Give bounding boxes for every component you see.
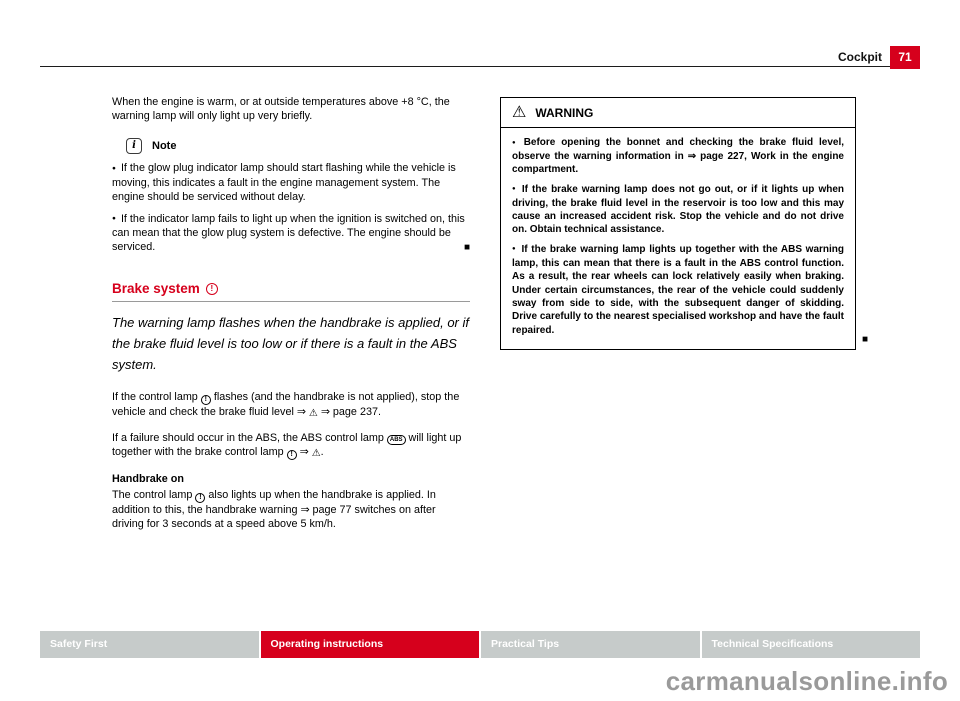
- brake-warning-icon: [206, 283, 218, 295]
- text-segment: ⇒ page 237.: [317, 406, 381, 418]
- warning-box-title: WARNING: [535, 106, 594, 120]
- warning-item-text: Before opening the bonnet and checking the brake fluid level, observe the warning information in ⇒ page 227, Work in the engine compartment.: [512, 137, 845, 176]
- note-list: [112, 161, 470, 254]
- note-item: [112, 161, 470, 204]
- abs-lamp-icon: [387, 435, 406, 445]
- brake-lead-paragraph: The warning lamp flashes when the handbrake is applied, or if the brake fluid level is too low or if there is a fault in the ABS system.: [112, 315, 469, 372]
- right-column: [500, 97, 868, 350]
- warning-box: [500, 97, 868, 350]
- text-segment: flashes (and the handbrake is not applied), stop the vehicle and check the brake fluid level ⇒: [112, 391, 460, 418]
- note-item: [112, 212, 470, 255]
- text-segment: If the control lamp: [112, 391, 201, 403]
- brake-lamp-icon: [287, 450, 297, 460]
- section-end-marker: ■: [463, 242, 470, 253]
- header-section-title: Cockpit: [837, 50, 882, 64]
- brake-system-heading: [112, 281, 470, 302]
- note-item-text: If the indicator lamp fails to light up when the ignition is switched on, this can mean that the glow plug system is defective. The engine should be serviced.: [112, 212, 465, 253]
- warning-item: [512, 183, 844, 237]
- text-segment: The control lamp: [112, 489, 196, 501]
- footer-tab-safety-first: Safety First: [40, 631, 259, 658]
- footer-tab-operating-instructions: Operating instructions: [261, 631, 480, 658]
- brake-lamp-icon: [195, 493, 205, 503]
- handbrake-paragraph: [112, 488, 470, 531]
- warning-item-text: If the brake warning lamp does not go out, or if it lights up when driving, the brake fluid level in the reservoir is too low and this may cause an increased accident risk. Stop the vehicle and do not drive on. Obtain technical assistance.: [512, 183, 844, 236]
- handbrake-subheading: Handbrake on: [112, 473, 184, 485]
- warning-ref-icon: [309, 406, 318, 420]
- text-segment: ⇒: [296, 446, 312, 458]
- warning-item-text: If the brake warning lamp lights up together with the ABS warning lamp, this can mean that there is a fault in the ABS control function. As a result, the rear wheels can lock relatively easily when braking. Under certain circumstances, the rear of the vehicle could suddenly sway from side to side, with the subsequent danger of skidding. Drive carefully to the nearest specialised workshop and have the fault repaired.: [512, 243, 845, 336]
- brake-fluid-paragraph: [112, 390, 470, 420]
- text-segment: .: [320, 446, 324, 458]
- note-item-text: If the glow plug indicator lamp should start flashing while the vehicle is moving, this indicates a fault in the engine management system. The engine should be serviced without delay.: [112, 162, 456, 203]
- text-segment: will light up together with the brake control lamp: [112, 432, 462, 458]
- text-segment: also lights up when the handbrake is applied. In addition to this, the handbrake warning ⇒ page 77 switches on after driving for 3 seconds at a speed above 5 km/h.: [112, 489, 436, 530]
- watermark: carmanualsonline.info: [665, 666, 948, 696]
- page-number-badge: 71: [890, 46, 920, 69]
- section-end-marker: ■: [861, 334, 868, 346]
- abs-failure-paragraph: [112, 431, 470, 460]
- brake-lamp-icon: [201, 395, 211, 405]
- footer-tab-bar: [40, 631, 920, 658]
- brake-system-heading-text: Brake system: [112, 281, 200, 296]
- warning-item: [512, 243, 844, 337]
- note-header: [126, 138, 470, 154]
- warning-triangle-icon: [512, 104, 526, 122]
- footer-tab-practical-tips: Practical Tips: [481, 631, 700, 658]
- warning-list: [501, 128, 855, 349]
- intro-paragraph: When the engine is warm, or at outside temperatures above +8 °C, the warning lamp will only light up very briefly.: [112, 96, 450, 122]
- footer-tab-technical-specifications: Technical Specifications: [702, 631, 921, 658]
- note-title: Note: [152, 140, 177, 152]
- warning-box-header: [501, 98, 855, 128]
- left-column: [112, 95, 470, 542]
- header-rule: [40, 66, 920, 67]
- warning-item: [512, 136, 844, 177]
- warning-ref-icon: [312, 446, 321, 460]
- info-icon: [126, 138, 142, 154]
- text-segment: If a failure should occur in the ABS, the ABS control lamp: [112, 432, 387, 444]
